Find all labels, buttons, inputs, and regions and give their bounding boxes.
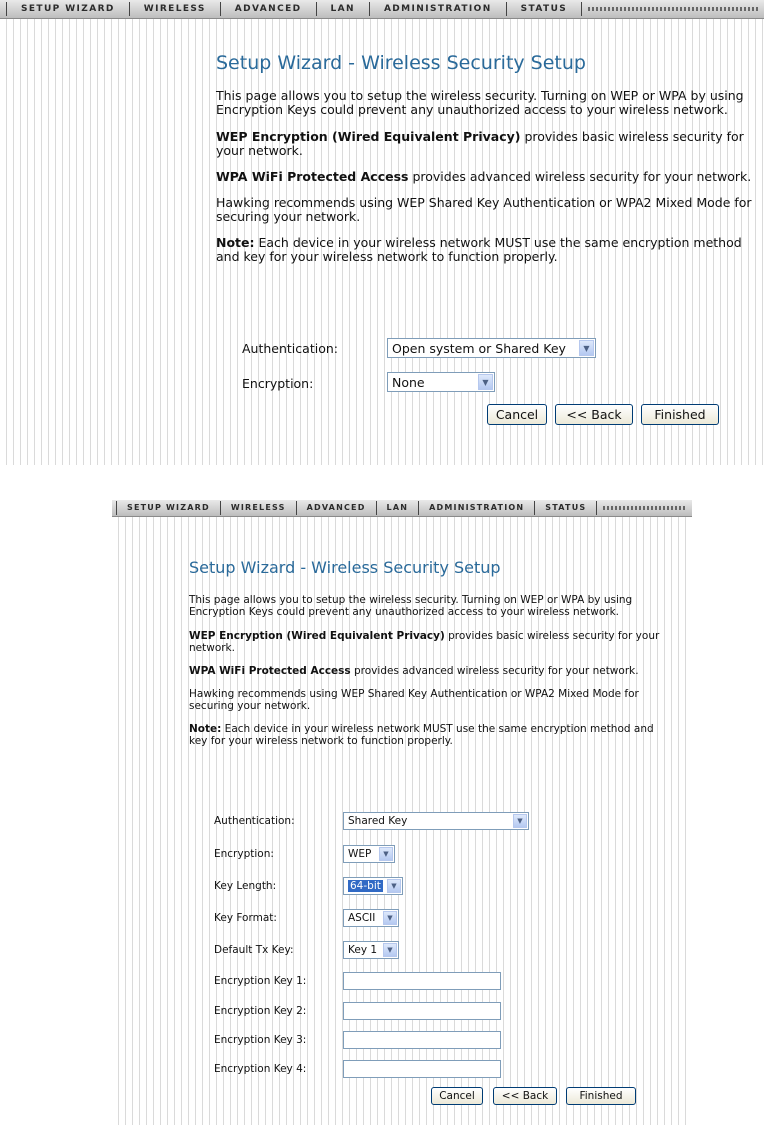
encryption-select[interactable] [343,845,395,863]
authentication-value: Shared Key [348,815,408,827]
tab-advanced[interactable]: ADVANCED [297,501,377,515]
wep-description [189,630,669,654]
wpa-text: provides advanced wireless security for your network. [408,169,752,184]
encryption-key-4-label: Encryption Key 4: [214,1063,307,1075]
finished-button[interactable]: Finished [641,404,719,425]
recommendation-text: Hawking recommends using WEP Shared Key Authentication or WPA2 Mixed Mode for securing your network. [189,688,639,712]
wpa-description [216,170,756,184]
encryption-select[interactable] [387,372,495,392]
authentication-label: Authentication: [242,341,338,356]
note-body: Each device in your wireless network MUST use the same encryption method and key for your wireless network to function properly. [189,723,654,747]
authentication-select[interactable] [387,338,596,358]
key-format-value: ASCII [348,912,376,924]
cancel-button[interactable]: Cancel [487,404,547,425]
key-length-select[interactable] [343,877,403,895]
note-body: Each device in your wireless network MUST use the same encryption method and key for your wireless network to function properly. [216,235,742,264]
wpa-title: WPA WiFi Protected Access [216,169,409,184]
encryption-key-2-label: Encryption Key 2: [214,1005,307,1017]
tab-lan[interactable]: LAN [317,2,370,16]
finished-button[interactable]: Finished [566,1087,636,1105]
intro-text: This page allows you to setup the wireless security. Turning on WEP or WPA by using Encryption Keys could prevent any unauthorized access to your wireless network. [189,594,633,618]
default-tx-key-label: Default Tx Key: [214,944,294,956]
cancel-button[interactable]: Cancel [431,1087,483,1105]
key-length-label: Key Length: [214,880,277,892]
tab-bar-decoration [588,7,758,11]
wep-title: WEP Encryption (Wired Equivalent Privacy) [216,129,521,144]
tab-lan[interactable]: LAN [377,501,420,515]
page-title: Setup Wizard - Wireless Security Setup [216,52,586,74]
note-text [189,723,669,747]
tab-status[interactable]: STATUS [535,501,597,515]
chevron-down-icon: ▼ [478,374,493,390]
encryption-key-2-input[interactable] [343,1002,501,1020]
encryption-value: WEP [348,848,372,860]
default-tx-key-select[interactable] [343,941,399,959]
wep-text: provides basic wireless security for your network. [189,630,660,654]
tab-administration[interactable]: ADMINISTRATION [370,2,507,16]
note-text [216,236,756,264]
encryption-key-1-label: Encryption Key 1: [214,975,307,987]
encryption-value: None [392,374,425,390]
intro-text: This page allows you to setup the wireless security. Turning on WEP or WPA by using Encryption Keys could prevent any unauthorized access to your wireless network. [216,88,744,117]
nav-tab-bar [0,0,764,19]
authentication-label: Authentication: [214,815,295,827]
authentication-value: Open system or Shared Key [392,340,566,356]
default-tx-key-value: Key 1 [348,944,378,956]
note-label: Note: [216,235,255,250]
wep-text: provides basic wireless security for your network. [216,129,744,158]
nav-tab-bar [112,500,692,517]
tab-bar-decoration [603,506,686,510]
authentication-select[interactable] [343,812,529,830]
back-button[interactable]: << Back [493,1087,557,1105]
wizard-screen-shared-key [112,500,692,1125]
key-format-label: Key Format: [214,912,277,924]
tab-wireless[interactable]: WIRELESS [130,2,221,16]
encryption-key-4-input[interactable] [343,1060,501,1078]
wpa-title: WPA WiFi Protected Access [189,665,351,677]
chevron-down-icon: ▼ [387,879,401,893]
encryption-key-3-label: Encryption Key 3: [214,1034,307,1046]
encryption-key-1-input[interactable] [343,972,501,990]
chevron-down-icon: ▼ [513,814,527,828]
wizard-screen-open-system [0,0,764,465]
note-label: Note: [189,723,222,735]
chevron-down-icon: ▼ [383,911,397,925]
recommendation-text: Hawking recommends using WEP Shared Key Authentication or WPA2 Mixed Mode for securing your network. [216,195,752,224]
chevron-down-icon: ▼ [383,943,397,957]
tab-status[interactable]: STATUS [507,2,583,16]
tab-setup-wizard[interactable]: SETUP WIZARD [116,501,221,515]
tab-administration[interactable]: ADMINISTRATION [419,501,535,515]
wpa-text: provides advanced wireless security for your network. [350,665,639,677]
encryption-label: Encryption: [242,376,314,391]
encryption-key-3-input[interactable] [343,1031,501,1049]
tab-setup-wizard[interactable]: SETUP WIZARD [6,2,130,16]
main-content [189,558,669,747]
encryption-label: Encryption: [214,848,274,860]
tab-wireless[interactable]: WIRELESS [221,501,297,515]
tab-advanced[interactable]: ADVANCED [221,2,317,16]
chevron-down-icon: ▼ [579,340,594,356]
page-title: Setup Wizard - Wireless Security Setup [189,558,501,577]
wep-title: WEP Encryption (Wired Equivalent Privacy) [189,630,445,642]
wpa-description [189,665,669,677]
key-format-select[interactable] [343,909,399,927]
wep-description [216,130,756,158]
back-button[interactable]: << Back [555,404,633,425]
main-content [216,52,756,264]
key-length-value: 64-bit [350,880,381,892]
chevron-down-icon: ▼ [379,847,393,861]
